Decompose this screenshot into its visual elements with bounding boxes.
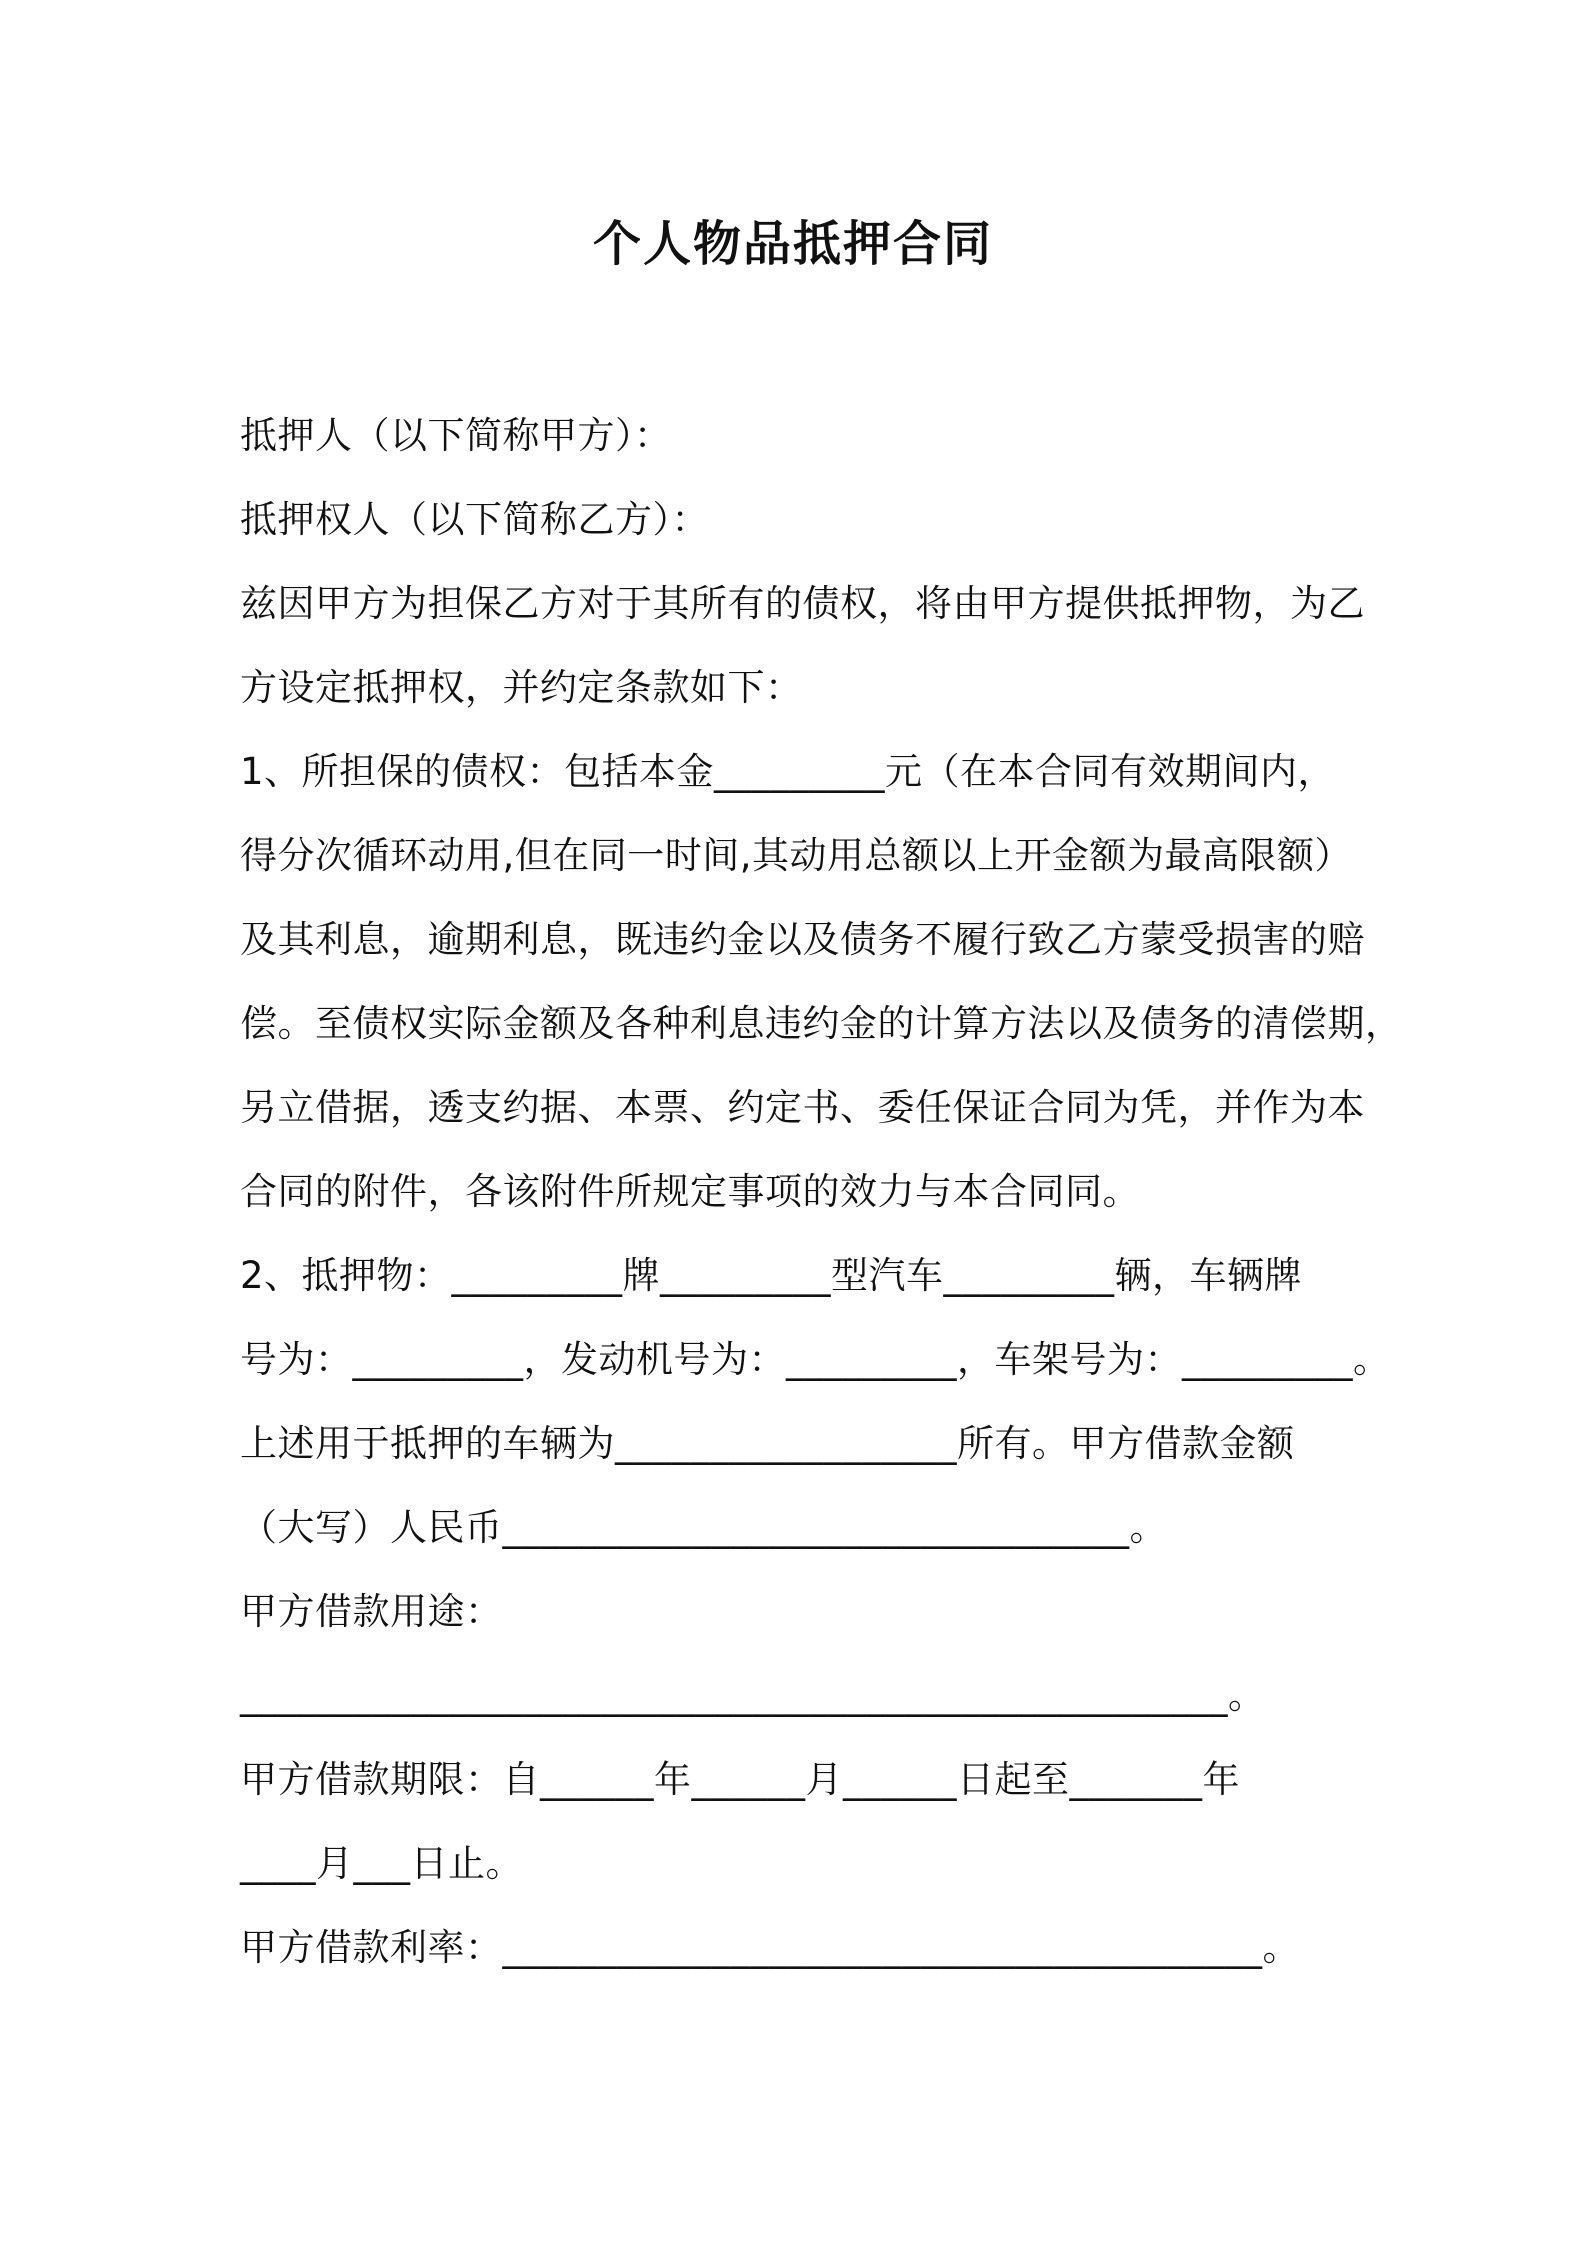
loan-amount-line: （大写）人民币_________________________________。: [240, 1506, 1167, 1549]
clause-1-line-1: 1、所担保的债权：包括本金_________元（在本合同有效期间内，: [240, 750, 1336, 793]
pledgor-line: 抵押人（以下简称甲方）：: [240, 414, 672, 457]
clause-1-line-2: 得分次循环动用,但在同一时间,其动用总额以上开金额为最高限额）: [240, 834, 1353, 877]
loan-purpose-label: 甲方借款用途：: [240, 1590, 503, 1633]
loan-term-line-2: ____月___日止。: [240, 1842, 523, 1885]
pledgee-line: 抵押权人（以下简称乙方）：: [240, 498, 709, 541]
loan-term-line-1: 甲方借款期限：自______年______月______日起至_______年: [240, 1758, 1240, 1801]
clause-2-line-3: 上述用于抵押的车辆为__________________所有。甲方借款金额: [240, 1422, 1295, 1465]
clause-2-line-2: 号为：_________，发动机号为：_________，车架号为：_________。: [240, 1338, 1391, 1381]
document-title: 个人物品抵押合同: [592, 216, 993, 272]
clause-2-line-1: 2、抵押物：_________牌_________型汽车_________辆，车辆牌: [240, 1254, 1303, 1297]
clause-1-line-5: 另立借据，透支约据、本票、约定书、委任保证合同为凭，并作为本: [240, 1086, 1365, 1129]
clause-1-line-6: 合同的附件，各该附件所规定事项的效力与本合同同。: [240, 1170, 1140, 1213]
clause-1-line-3: 及其利息，逾期利息，既违约金以及债务不履行致乙方蒙受损害的赔: [240, 918, 1365, 961]
loan-purpose-blank: ____________________________________________________。: [240, 1674, 1266, 1717]
clause-1-line-4: 偿。至债权实际金额及各种利息违约金的计算方法以及债务的清偿期，: [240, 1002, 1403, 1045]
preamble-line-2: 方设定抵押权，并约定条款如下：: [240, 666, 803, 709]
preamble-line-1: 兹因甲方为担保乙方对于其所有的债权，将由甲方提供抵押物，为乙: [240, 582, 1365, 625]
loan-rate-line: 甲方借款利率：________________________________________。: [240, 1926, 1300, 1969]
